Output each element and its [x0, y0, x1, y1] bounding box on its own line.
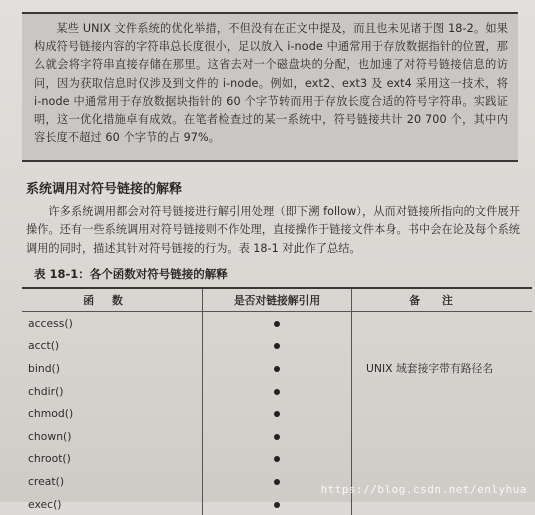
dereference-cell [203, 402, 352, 425]
note-cell [352, 335, 533, 358]
bullet-dot-icon [274, 456, 280, 462]
note-cell: UNIX 域套接字带有路径名 [366, 361, 494, 375]
function-name: bind() [22, 357, 203, 380]
table-row [22, 335, 532, 358]
bullet-dot-icon [274, 434, 280, 440]
note-cell [352, 425, 533, 448]
symlink-table [22, 287, 532, 515]
table-row [22, 380, 532, 403]
function-name: creat() [22, 470, 203, 493]
watermark-url: https://blog.csdn.net/enlyhua [320, 483, 527, 496]
shaded-note-box [22, 12, 518, 162]
note-cell [352, 312, 533, 335]
bullet-dot-icon [274, 389, 280, 395]
table-row [22, 493, 532, 515]
shaded-note-paragraph: 某些 UNIX 文件系统的优化举措，不但没有在正文中提及，而且也未见诸于图 18-2。如果构成符号链接内容的字符串总长度很小，足以放入 i-node 中通常用于存放数据指针的位置，那么就会将字符串直接存储在那里。这省去对一个磁盘块的分配，也加速了对符号链接信息的访问，因为获取信息时仅涉及到文件的 i-node。例如，ext2、ext3 及 ext4 采用这一技术，将 i-node 中通常用于存放数据块指针的 60 个字节转而用于存放长度合适的符号字符串。实践证明，这一优化措施卓有成效。在笔者检查过的某一系统中，符号链接共计 20 700 个，其中内容长度不超过 60 个字节的占 97%。 [34, 22, 508, 145]
function-name: chroot() [22, 448, 203, 471]
dereference-cell [203, 335, 352, 358]
note-cell [352, 402, 533, 425]
bullet-dot-icon [274, 343, 280, 349]
bullet-dot-icon [274, 411, 280, 417]
function-name: access() [22, 312, 203, 335]
table-row [22, 312, 532, 335]
bullet-dot-icon [274, 502, 280, 508]
dereference-cell [203, 425, 352, 448]
header-dereference: 是否对链接解引用 [203, 288, 352, 312]
table-header-row [22, 288, 532, 312]
function-name: chown() [22, 425, 203, 448]
table-caption: 表 18-1：各个函数对符号链接的解释 [34, 267, 228, 281]
dereference-cell [203, 312, 352, 335]
function-name: exec() [22, 493, 203, 515]
bullet-dot-icon [274, 321, 280, 327]
dereference-cell [203, 357, 352, 380]
function-name: acct() [22, 335, 203, 358]
header-notes: 备注 [352, 288, 533, 312]
function-name: chmod() [22, 402, 203, 425]
table-row [22, 425, 532, 448]
bullet-dot-icon [274, 366, 280, 372]
table-row [22, 402, 532, 425]
note-cell [352, 448, 533, 471]
bullet-dot-icon [274, 479, 280, 485]
table-row [22, 357, 532, 380]
section-heading: 系统调用对符号链接的解释 [26, 182, 183, 197]
note-cell [352, 380, 533, 403]
dereference-cell [203, 448, 352, 471]
function-name: chdir() [22, 380, 203, 403]
dereference-cell [203, 493, 352, 515]
header-function: 函数 [22, 288, 203, 312]
body-paragraph: 许多系统调用都会对符号链接进行解引用处理（即下溯 follow），从而对链接所指向的文件展开操作。还有一些系统调用对符号链接则不作处理，直接操作于链接文件本身。书中会在论及每个系统调用的同时，描述其针对符号链接的行为。表 18-1 对此作了总结。 [26, 205, 520, 255]
dereference-cell [203, 380, 352, 403]
table-row [22, 448, 532, 471]
note-cell [352, 493, 533, 515]
